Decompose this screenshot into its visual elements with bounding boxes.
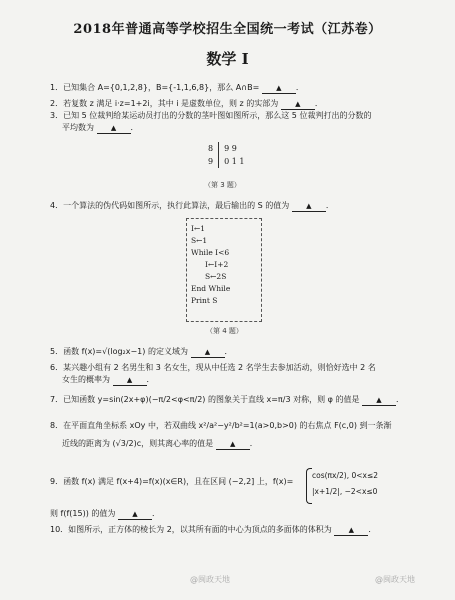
- question-10: 10．如图所示，正方体的棱长为 2，以其所有面的中心为顶点的多面体的体积为 ▲ ．: [50, 525, 377, 534]
- question-9: [50, 476, 310, 488]
- question-6-text-2: 女生的概率为: [62, 375, 110, 384]
- leaf-values: 0 1 1: [224, 157, 245, 166]
- question-1-text: 1．已知集合 A={0,1,2,8}，B={-1,1,6,8}，那么 A∩B=: [50, 83, 260, 92]
- answer-blank: ▲: [118, 510, 152, 520]
- answer-blank: ▲: [292, 202, 326, 212]
- question-3-text-2: 平均数为: [62, 123, 94, 132]
- answer-blank: ▲: [216, 440, 250, 450]
- answer-blank: ▲: [334, 526, 368, 536]
- code-line: I←1: [191, 224, 206, 233]
- question-2: 2．若复数 z 满足 i·z=1+2i，其中 i 是虚数单位，则 z 的实部为 ▲ ．: [50, 99, 323, 108]
- question-3: 3．已知 5 位裁判给某运动员打出的分数的茎叶图如图所示，那么这 5 位裁判打出的分数的 平均数为 ▲ ．: [50, 110, 420, 134]
- piecewise-brace: [306, 468, 312, 504]
- answer-blank: ▲: [191, 348, 225, 358]
- code-line: S←1: [191, 236, 208, 245]
- question-5-text: 5．函数 f(x)=√(log₂x−1) 的定义域为: [50, 347, 188, 356]
- question-7: 7．已知函数 y=sin(2x+φ)(−π/2<φ<π/2) 的图象关于直线 x=π/3 对称，则 φ 的值是 ▲ ．: [50, 395, 404, 404]
- stem-leaf-plot: [208, 142, 244, 168]
- exam-subtitle: 数学 I: [206, 50, 249, 68]
- code-line: I←I+2: [205, 260, 229, 269]
- answer-blank: ▲: [281, 100, 315, 110]
- question-6-text: 6．某兴趣小组有 2 名男生和 3 名女生，现从中任选 2 名学生去参加活动，则恰好选中 2 名: [50, 363, 376, 372]
- question-9-answer-line: 则 f(f(15)) 的值为 ▲ ．: [50, 509, 160, 518]
- answer-blank: ▲: [262, 84, 296, 94]
- stem-value: 9: [208, 157, 214, 166]
- question-8: 8．在平面直角坐标系 xOy 中，若双曲线 x²/a²−y²/b²=1(a>0,b>0) 的右焦点 F(c,0) 到一条渐 近线的距离为 (√3/2)c，则其离心率的值是 ▲ ．: [50, 420, 420, 450]
- exam-title: 2018年普通高等学校招生全国统一考试（江苏卷）: [73, 22, 382, 37]
- piecewise-case-2: |x+1/2|, −2<x≤0: [312, 487, 378, 496]
- question-7-text: 7．已知函数 y=sin(2x+φ)(−π/2<φ<π/2) 的图象关于直线 x=π/3 对称，则 φ 的值是: [50, 395, 360, 404]
- stem-divider: [218, 142, 219, 168]
- question-3-text: 3．已知 5 位裁判给某运动员打出的分数的茎叶图如图所示，那么这 5 位裁判打出的分数的: [50, 111, 372, 120]
- answer-blank: ▲: [97, 124, 131, 134]
- code-line: End While: [191, 284, 231, 293]
- question-1: 1．已知集合 A={0,1,2,8}，B={-1,1,6,8}，那么 A∩B= ▲ ．: [50, 83, 304, 92]
- question-8-text-2: 近线的距离为 (√3/2)c，则其离心率的值是: [62, 439, 214, 448]
- answer-blank: ▲: [362, 396, 396, 406]
- watermark: @闽政天地: [190, 575, 230, 584]
- code-line: S←2S: [205, 272, 227, 281]
- question-4-text: 4．一个算法的伪代码如图所示，执行此算法，最后输出的 S 的值为: [50, 201, 290, 210]
- question-2-text: 2．若复数 z 满足 i·z=1+2i，其中 i 是虚数单位，则 z 的实部为: [50, 99, 279, 108]
- pseudocode-box: [186, 218, 262, 322]
- question-4: 4．一个算法的伪代码如图所示，执行此算法，最后输出的 S 的值为 ▲ ．: [50, 201, 334, 210]
- piecewise-function: [312, 468, 378, 500]
- watermark: @闽政天地: [375, 575, 415, 584]
- question-10-text: 10．如图所示，正方体的棱长为 2，以其所有面的中心为顶点的多面体的体积为: [50, 525, 332, 534]
- question-9-text: 9．函数 f(x) 满足 f(x+4)=f(x)(x∈R)，且在区间 (−2,2] 上，f(x)=: [50, 477, 294, 486]
- question-9-text-2: 则 f(f(15)) 的值为: [50, 509, 116, 518]
- code-line: While I<6: [191, 248, 230, 257]
- leaf-values: 9 9: [224, 144, 237, 153]
- answer-blank: ▲: [113, 376, 147, 386]
- figure-3-caption: （第 3 题）: [204, 181, 241, 189]
- question-5: 5．函数 f(x)=√(log₂x−1) 的定义域为 ▲ ．: [50, 347, 233, 356]
- stem-value: 8: [208, 144, 214, 153]
- code-line: Print S: [191, 296, 218, 305]
- question-6: 6．某兴趣小组有 2 名男生和 3 名女生，现从中任选 2 名学生去参加活动，则恰好选中 2 名 女生的概率为 ▲ ．: [50, 362, 420, 386]
- question-8-text: 8．在平面直角坐标系 xOy 中，若双曲线 x²/a²−y²/b²=1(a>0,b>0) 的右焦点 F(c,0) 到一条渐: [50, 421, 392, 430]
- figure-4-caption: （第 4 题）: [206, 327, 243, 335]
- piecewise-case-1: cos(πx/2), 0<x≤2: [312, 471, 379, 480]
